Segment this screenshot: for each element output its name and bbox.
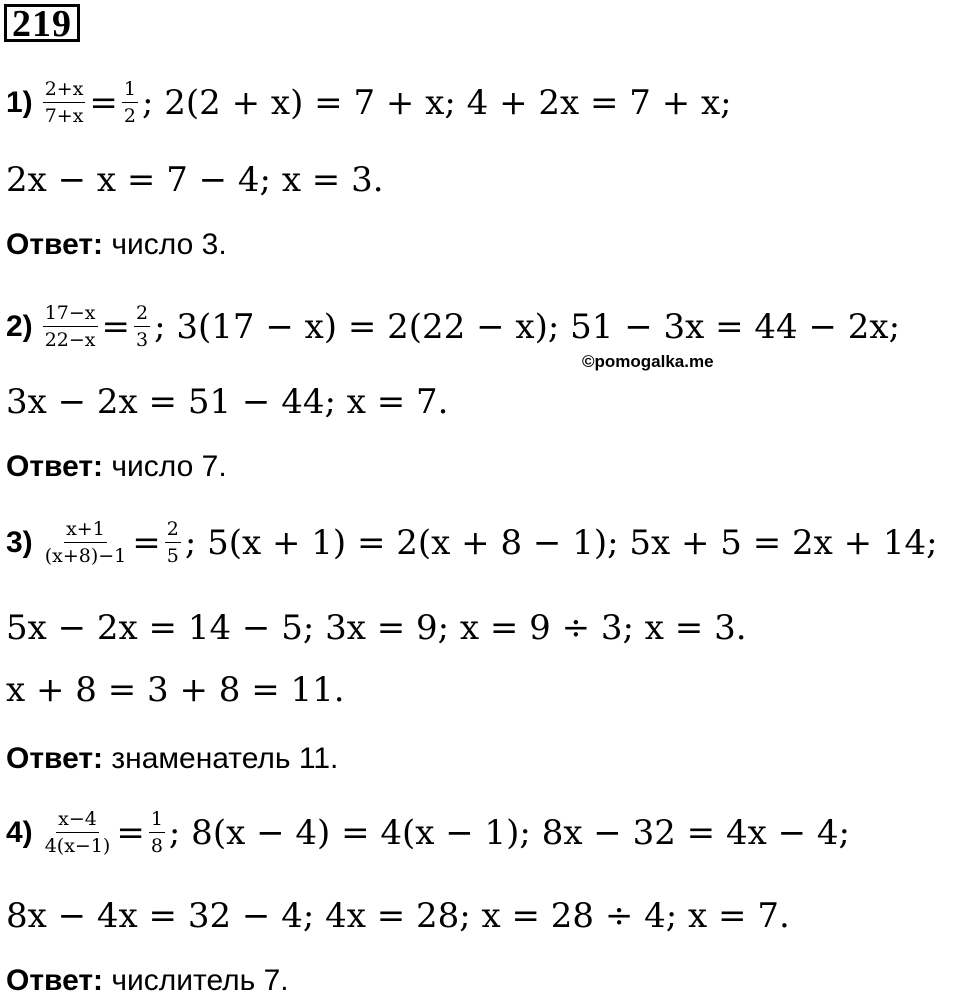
part-4-line-2: 8x − 4x = 32 − 4; 4x = 28; x = 28 ÷ 4; x = 7. (6, 896, 790, 936)
fraction: $\frac{x-4}{4(x-1)}$ (44, 808, 111, 857)
fraction: $\frac{17-x}{22-x}$ (44, 302, 96, 351)
part-2-answer (6, 450, 227, 484)
answer-label: Ответ: (6, 964, 104, 997)
fraction: $\frac{2}{5}$ (166, 518, 179, 567)
fraction: $\frac{1}{2}$ (123, 78, 137, 127)
answer-text: число 7. (111, 450, 227, 483)
part-4-equation: 4) $\frac{x-4}{4(x-1)}$ = $\frac{1}{8}$ ; 8(x − 4) = 4(x − 1); 8x − 32 = 4x − 4; (6, 808, 850, 857)
equation-text: ; 2(2 + x) = 7 + x; 4 + 2x = 7 + x; (142, 82, 732, 123)
watermark: ©pomogalka.me (582, 352, 714, 371)
answer-text: знаменатель 11. (111, 742, 339, 775)
answer-label: Ответ: (6, 228, 104, 261)
part-3-line-3: x + 8 = 3 + 8 = 11. (6, 670, 345, 710)
part-3-equation: 3) $\frac{x+1}{(x+8)-1}$ = $\frac{2}{5}$ ; 5(x + 1) = 2(x + 8 − 1); 5x + 5 = 2x + 14; (6, 518, 938, 567)
part-1-equation: 1) $\frac{2+x}{7+x}$ = $\frac{1}{2}$ ; 2(2 + x) = 7 + x; 4 + 2x = 7 + x; (6, 78, 732, 127)
part-3-answer (6, 742, 338, 776)
part-3-line-2: 5x − 2x = 14 − 5; 3x = 9; x = 9 ÷ 3; x = 3. (6, 608, 747, 648)
part-label: 2) (6, 309, 33, 343)
answer-label: Ответ: (6, 742, 104, 775)
fraction: $\frac{1}{8}$ (150, 808, 163, 857)
equation-text: ; 3(17 − x) = 2(22 − x); 51 − 3x = 44 − 2x; (154, 306, 901, 347)
fraction: $\frac{2+x}{7+x}$ (44, 78, 84, 127)
part-label: 3) (6, 525, 33, 559)
part-1-answer (6, 228, 227, 262)
part-4-answer (6, 964, 289, 998)
answer-text: числитель 7. (111, 964, 289, 997)
equation-text: ; 8(x − 4) = 4(x − 1); 8x − 32 = 4x − 4; (168, 812, 850, 853)
part-2-equation: 2) $\frac{17-x}{22-x}$ = $\frac{2}{3}$ ; 3(17 − x) = 2(22 − x); 51 − 3x = 44 − 2x; (6, 302, 901, 351)
part-1-line-2: 2x − x = 7 − 4; x = 3. (6, 160, 384, 200)
fraction: $\frac{2}{3}$ (136, 302, 149, 351)
fraction: $\frac{x+1}{(x+8)-1}$ (44, 518, 127, 567)
part-label: 1) (6, 85, 33, 119)
problem-number: 219 (4, 4, 80, 42)
part-label: 4) (6, 815, 33, 849)
equation-text: ; 5(x + 1) = 2(x + 8 − 1); 5x + 5 = 2x + 14; (184, 522, 938, 563)
answer-text: число 3. (111, 228, 227, 261)
part-2-line-2: 3x − 2x = 51 − 44; x = 7. (6, 382, 449, 422)
answer-label: Ответ: (6, 450, 104, 483)
